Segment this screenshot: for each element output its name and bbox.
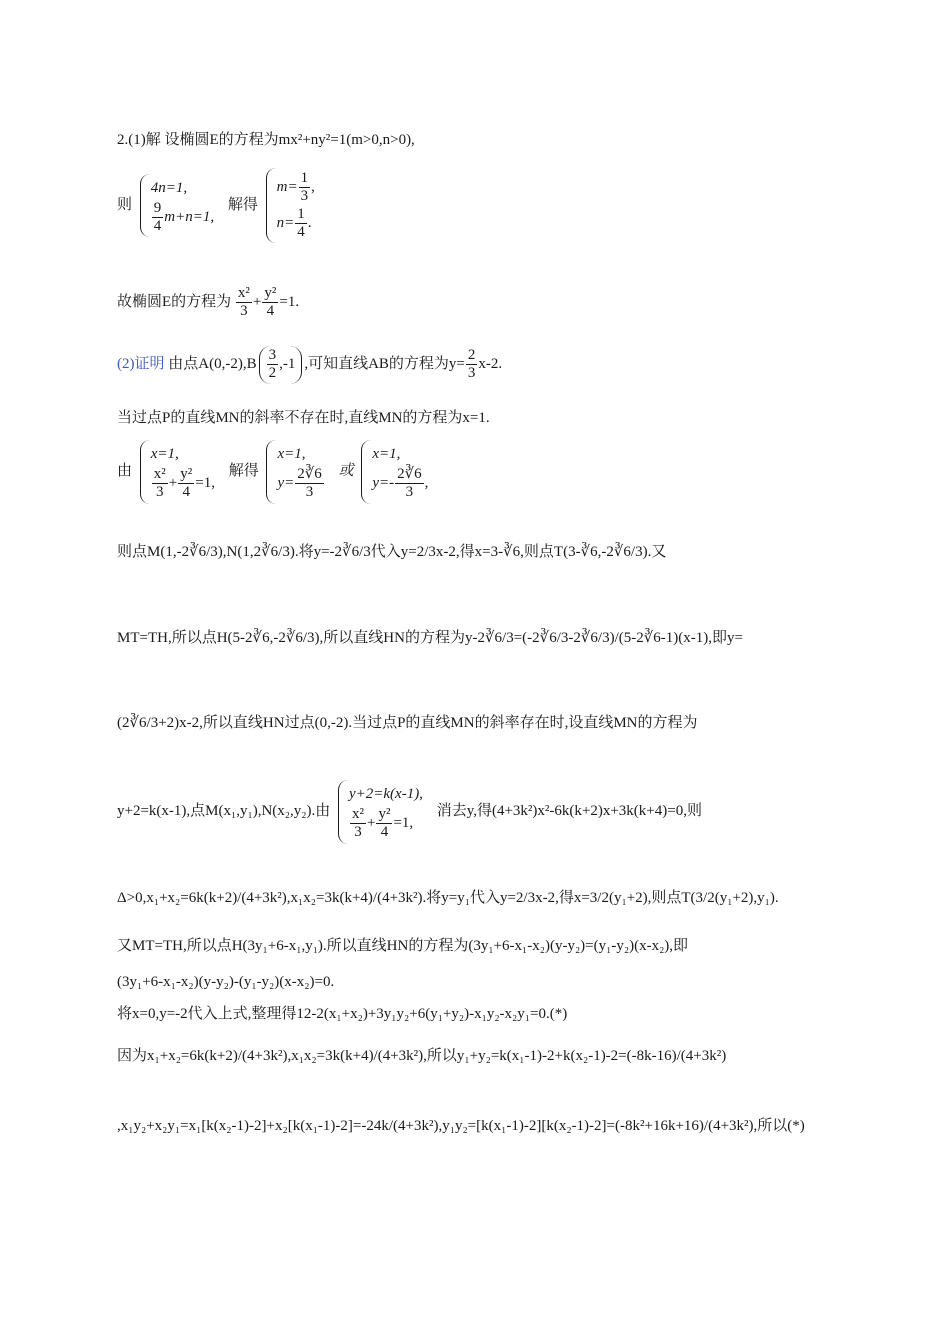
fraction-2-3: $\frac{2}{3}$ — [467, 347, 476, 382]
points-m-n-t: 则点M(1,-2∛6/3),N(1,2∛6/3).将y=-2∛6/3代入y=2/3x-2,得x=3-∛6,则点T(3-∛6,-2∛6/3).又 — [117, 544, 667, 560]
point-b-coords: $\frac{3}{2}$ ,-1 — [259, 346, 303, 384]
equation-system-4: y+2=k(x-1), $\frac{\text{x²}}{3}$ + $\frac{\text{y²}}{4}$ =1, — [338, 780, 429, 844]
line-hn-equation: MT=TH,所以点H(5-2∛6,-2∛6/3),所以直线HN的方程为y-2∛6/3=(-2∛6/3-2∛6/3)/(5-2∛6-1)(x-1),即y= — [117, 630, 743, 646]
fraction-9-4: $\frac{9}{4}$ — [153, 199, 162, 234]
product-terms: ,x₁y₂+x₂y₁=x₁[k(x₂-1)-2]+x₂[k(x₁-1)-2]=-24k/(4+3k²),y₁y₂=[k(x₁-1)-2][k(x₂-1)-2]=(-8k²+16k+16)/(4+3k²),所以(*) — [117, 1118, 805, 1134]
part1-system — [117, 168, 850, 243]
part1-intro-text: 2.(1)解 设椭圆E的方程为mx²+ny²=1(m>0,n>0), — [117, 132, 415, 148]
sum-y: 因为x₁+x₂=6k(k+2)/(4+3k²),x₁x₂=3k(k+4)/(4+3k²),所以y₁+y₂=k(x₁-1)-2+k(x₂-1)-2=(-8k-16)/(4+3k²) — [117, 1048, 727, 1064]
proof-label: (2)证明 — [117, 356, 165, 373]
fraction-x2-3: $\frac{\text{x²}}{3}$ — [237, 285, 250, 320]
solve-label: 解得 — [227, 196, 258, 213]
point-h: 又MT=TH,所以点H(3y₁+6-x₁,y₁).所以直线HN的方程为(3y₁+6-x₁-x₂)(y-y₂)=(y₁-y₂)(x-x₂),即 — [117, 938, 689, 954]
or-label: 或 — [338, 463, 354, 480]
then-label: 则 — [117, 196, 133, 213]
equation-system-2: m= $\frac{1}{3}$ , n= $\frac{1}{4}$ . — [266, 168, 321, 243]
solution-1: x=1, y= $\frac{2∛6}{3}$ — [266, 440, 330, 504]
equation-system-1 — [140, 174, 220, 238]
vieta-relations: Δ>0,x₁+x₂=6k(k+2)/(4+3k²),x₁x₂=3k(k+4)/(4+3k²).将y=y₁代入y=2/3x-2,得x=3/2(y₁+2),则点T(3/2(y₁+2),y₁). — [117, 890, 779, 906]
line-hn-passes: (2∛6/3+2)x-2,所以直线HN过点(0,-2).当过点P的直线MN的斜率存在时,设直线MN的方程为 — [117, 715, 698, 731]
eq-m-n: m+n=1, — [164, 208, 215, 225]
hn-expanded: (3y₁+6-x₁-x₂)(y-y₂)-(y₁-y₂)(x-x₂)=0. — [117, 974, 335, 990]
equation-system-3: x=1, $\frac{\text{x²}}{3}$ + $\frac{\text{y²}}{4}$ =1, — [140, 440, 221, 504]
part2-intro: (2)证明 由点A(0,-2),B $\frac{3}{2}$ ,-1 ,可知直线AB的方程为y= $\frac{2}{3}$ x-2. — [117, 346, 850, 384]
fraction-1-4: $\frac{1}{4}$ — [297, 205, 305, 240]
ellipse-equation: 故椭圆E的方程为 $\frac{\text{x²}}{3}$ + $\frac{\text{y²}}{4}$ =1. — [117, 285, 300, 320]
case2-system: y+2=k(x-1),点M(x₁,y₁),N(x₂,y₂).由 y+2=k(x-1), $\frac{\text{x²}}{3}$ + $\frac{\text{y²}}{4}$ =1, 消去y,得(4+3k²)x²-6k(k+2)x+3k(k+4)=0,则 — [117, 780, 850, 844]
case1-system: 由 x=1, $\frac{\text{x²}}{3}$ + $\frac{\text{y²}}{4}$ =1, 解得 x=1, y= $\frac{2∛6}{3}$ 或 x=1, y=- $\frac{2∛6}{3}$ , — [117, 440, 850, 504]
solution-2: x=1, y=- $\frac{2∛6}{3}$ , — [361, 440, 434, 504]
fraction-1-3: $\frac{1}{3}$ — [300, 170, 309, 205]
part1-intro — [117, 130, 850, 150]
eq-4n: 4n=1, — [150, 179, 188, 196]
substitution-star: 将x=0,y=-2代入上式,整理得12-2(x₁+x₂)+3y₁y₂+6(y₁+y₂)-x₁y₂-x₂y₁=0.(*) — [117, 1006, 568, 1022]
case-slope-undefined: 当过点P的直线MN的斜率不存在时,直线MN的方程为x=1. — [117, 410, 490, 426]
fraction-y2-4: $\frac{\text{y²}}{4}$ — [264, 285, 277, 320]
